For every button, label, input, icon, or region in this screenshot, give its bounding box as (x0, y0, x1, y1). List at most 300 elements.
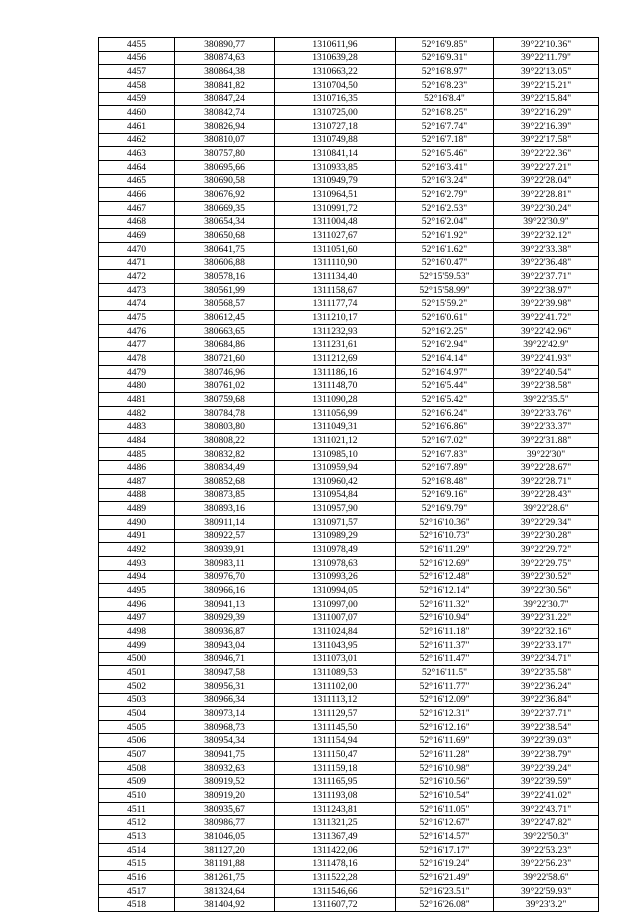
point-number-cell: 4455 (99, 38, 175, 52)
latitude-cell: 52°16'26.08" (396, 898, 494, 912)
latitude-cell: 52°15'58.99" (396, 283, 494, 297)
table-row (99, 625, 599, 639)
longitude-cell: 39°22'39.59" (494, 775, 599, 789)
table-row (99, 871, 599, 885)
latitude-cell: 52°16'7.02" (396, 434, 494, 448)
table-row (99, 515, 599, 529)
y-coordinate-cell: 1311210,17 (275, 311, 396, 325)
table-row (99, 570, 599, 584)
y-coordinate-cell: 1310991,72 (275, 201, 396, 215)
table-row (99, 502, 599, 516)
y-coordinate-cell: 1311056,99 (275, 406, 396, 420)
x-coordinate-cell: 381261,75 (175, 871, 275, 885)
longitude-cell: 39°22'28.04" (494, 174, 599, 188)
point-number-cell: 4464 (99, 160, 175, 174)
x-coordinate-cell: 380847,24 (175, 92, 275, 106)
point-number-cell: 4495 (99, 584, 175, 598)
longitude-cell: 39°22'29.34" (494, 515, 599, 529)
y-coordinate-cell: 1310978,63 (275, 556, 396, 570)
longitude-cell: 39°22'33.76" (494, 406, 599, 420)
longitude-cell: 39°22'37.71" (494, 270, 599, 284)
longitude-cell: 39°23'3.2" (494, 898, 599, 912)
point-number-cell: 4461 (99, 119, 175, 133)
longitude-cell: 39°22'33.38" (494, 242, 599, 256)
longitude-cell: 39°22'30.9" (494, 215, 599, 229)
point-number-cell: 4485 (99, 447, 175, 461)
longitude-cell: 39°22'59.93" (494, 884, 599, 898)
x-coordinate-cell: 380911,14 (175, 515, 275, 529)
longitude-cell: 39°22'41.72" (494, 311, 599, 325)
table-row (99, 802, 599, 816)
x-coordinate-cell: 380968,73 (175, 720, 275, 734)
x-coordinate-cell: 380966,34 (175, 693, 275, 707)
x-coordinate-cell: 380890,77 (175, 38, 275, 52)
point-number-cell: 4512 (99, 816, 175, 830)
table-row (99, 420, 599, 434)
x-coordinate-cell: 380841,82 (175, 78, 275, 92)
table-row (99, 857, 599, 871)
table-row (99, 843, 599, 857)
y-coordinate-cell: 1311367,49 (275, 830, 396, 844)
x-coordinate-cell: 380568,57 (175, 297, 275, 311)
latitude-cell: 52°16'3.41" (396, 160, 494, 174)
latitude-cell: 52°16'12.69" (396, 556, 494, 570)
x-coordinate-cell: 381046,05 (175, 830, 275, 844)
point-number-cell: 4501 (99, 666, 175, 680)
y-coordinate-cell: 1311165,95 (275, 775, 396, 789)
latitude-cell: 52°16'10.94" (396, 611, 494, 625)
table-row (99, 611, 599, 625)
latitude-cell: 52°16'4.97" (396, 365, 494, 379)
longitude-cell: 39°22'40.54" (494, 365, 599, 379)
longitude-cell: 39°22'17.58" (494, 133, 599, 147)
point-number-cell: 4478 (99, 352, 175, 366)
x-coordinate-cell: 380922,57 (175, 529, 275, 543)
x-coordinate-cell: 380695,66 (175, 160, 275, 174)
longitude-cell: 39°22'31.22" (494, 611, 599, 625)
point-number-cell: 4486 (99, 461, 175, 475)
point-number-cell: 4516 (99, 871, 175, 885)
x-coordinate-cell: 380612,45 (175, 311, 275, 325)
table-row (99, 352, 599, 366)
x-coordinate-cell: 380654,34 (175, 215, 275, 229)
y-coordinate-cell: 1310978,49 (275, 543, 396, 557)
latitude-cell: 52°16'11.18" (396, 625, 494, 639)
y-coordinate-cell: 1310725,00 (275, 106, 396, 120)
x-coordinate-cell: 380690,58 (175, 174, 275, 188)
x-coordinate-cell: 380784,78 (175, 406, 275, 420)
x-coordinate-cell: 380873,85 (175, 488, 275, 502)
table-row (99, 556, 599, 570)
x-coordinate-cell: 380676,92 (175, 188, 275, 202)
table-row (99, 270, 599, 284)
latitude-cell: 52°16'10.56" (396, 775, 494, 789)
latitude-cell: 52°16'11.69" (396, 734, 494, 748)
point-number-cell: 4489 (99, 502, 175, 516)
latitude-cell: 52°16'7.18" (396, 133, 494, 147)
latitude-cell: 52°16'11.5" (396, 666, 494, 680)
point-number-cell: 4504 (99, 707, 175, 721)
latitude-cell: 52°16'9.79" (396, 502, 494, 516)
table-row (99, 133, 599, 147)
longitude-cell: 39°22'28.6" (494, 502, 599, 516)
longitude-cell: 39°22'43.71" (494, 802, 599, 816)
longitude-cell: 39°22'41.93" (494, 352, 599, 366)
longitude-cell: 39°22'36.48" (494, 256, 599, 270)
y-coordinate-cell: 1310993,26 (275, 570, 396, 584)
latitude-cell: 52°16'9.85" (396, 38, 494, 52)
table-row (99, 324, 599, 338)
longitude-cell: 39°22'16.29" (494, 106, 599, 120)
coordinates-table-body (99, 38, 599, 912)
x-coordinate-cell: 380721,60 (175, 352, 275, 366)
table-row (99, 748, 599, 762)
longitude-cell: 39°22'35.5" (494, 393, 599, 407)
x-coordinate-cell: 380842,74 (175, 106, 275, 120)
y-coordinate-cell: 1311148,70 (275, 379, 396, 393)
x-coordinate-cell: 380919,20 (175, 789, 275, 803)
x-coordinate-cell: 381191,88 (175, 857, 275, 871)
y-coordinate-cell: 1310749,88 (275, 133, 396, 147)
table-row (99, 652, 599, 666)
y-coordinate-cell: 1311007,07 (275, 611, 396, 625)
longitude-cell: 39°22'32.12" (494, 229, 599, 243)
point-number-cell: 4515 (99, 857, 175, 871)
x-coordinate-cell: 380947,58 (175, 666, 275, 680)
y-coordinate-cell: 1311113,12 (275, 693, 396, 707)
longitude-cell: 39°22'34.71" (494, 652, 599, 666)
longitude-cell: 39°22'32.16" (494, 625, 599, 639)
latitude-cell: 52°16'11.29" (396, 543, 494, 557)
point-number-cell: 4481 (99, 393, 175, 407)
longitude-cell: 39°22'39.98" (494, 297, 599, 311)
latitude-cell: 52°16'0.47" (396, 256, 494, 270)
table-row (99, 65, 599, 79)
point-number-cell: 4488 (99, 488, 175, 502)
point-number-cell: 4513 (99, 830, 175, 844)
x-coordinate-cell: 380939,91 (175, 543, 275, 557)
x-coordinate-cell: 380561,99 (175, 283, 275, 297)
y-coordinate-cell: 1310727,18 (275, 119, 396, 133)
table-row (99, 761, 599, 775)
point-number-cell: 4457 (99, 65, 175, 79)
x-coordinate-cell: 380826,94 (175, 119, 275, 133)
x-coordinate-cell: 380976,70 (175, 570, 275, 584)
point-number-cell: 4458 (99, 78, 175, 92)
longitude-cell: 39°22'31.88" (494, 434, 599, 448)
x-coordinate-cell: 380746,96 (175, 365, 275, 379)
point-number-cell: 4476 (99, 324, 175, 338)
point-number-cell: 4466 (99, 188, 175, 202)
y-coordinate-cell: 1310964,51 (275, 188, 396, 202)
x-coordinate-cell: 380759,68 (175, 393, 275, 407)
table-row (99, 229, 599, 243)
latitude-cell: 52°16'7.83" (396, 447, 494, 461)
x-coordinate-cell: 380932,63 (175, 761, 275, 775)
table-row (99, 78, 599, 92)
y-coordinate-cell: 1311158,67 (275, 283, 396, 297)
longitude-cell: 39°22'33.37" (494, 420, 599, 434)
table-row (99, 447, 599, 461)
longitude-cell: 39°22'47.82" (494, 816, 599, 830)
latitude-cell: 52°16'10.36" (396, 515, 494, 529)
longitude-cell: 39°22'38.79" (494, 748, 599, 762)
latitude-cell: 52°16'8.25" (396, 106, 494, 120)
x-coordinate-cell: 380578,16 (175, 270, 275, 284)
longitude-cell: 39°22'58.6" (494, 871, 599, 885)
x-coordinate-cell: 380973,14 (175, 707, 275, 721)
point-number-cell: 4496 (99, 597, 175, 611)
longitude-cell: 39°22'42.9" (494, 338, 599, 352)
y-coordinate-cell: 1311027,67 (275, 229, 396, 243)
point-number-cell: 4499 (99, 638, 175, 652)
y-coordinate-cell: 1310994,05 (275, 584, 396, 598)
x-coordinate-cell: 380834,49 (175, 461, 275, 475)
table-row (99, 201, 599, 215)
y-coordinate-cell: 1311193,08 (275, 789, 396, 803)
latitude-cell: 52°16'12.09" (396, 693, 494, 707)
y-coordinate-cell: 1310989,29 (275, 529, 396, 543)
point-number-cell: 4517 (99, 884, 175, 898)
table-row (99, 119, 599, 133)
table-row (99, 215, 599, 229)
x-coordinate-cell: 380864,38 (175, 65, 275, 79)
point-number-cell: 4500 (99, 652, 175, 666)
table-row (99, 393, 599, 407)
x-coordinate-cell: 380935,67 (175, 802, 275, 816)
latitude-cell: 52°16'11.37" (396, 638, 494, 652)
y-coordinate-cell: 1310971,57 (275, 515, 396, 529)
x-coordinate-cell: 380986,77 (175, 816, 275, 830)
x-coordinate-cell: 380757,80 (175, 147, 275, 161)
longitude-cell: 39°22'27.21" (494, 160, 599, 174)
point-number-cell: 4491 (99, 529, 175, 543)
latitude-cell: 52°16'8.97" (396, 65, 494, 79)
longitude-cell: 39°22'41.02" (494, 789, 599, 803)
table-row (99, 775, 599, 789)
point-number-cell: 4470 (99, 242, 175, 256)
point-number-cell: 4475 (99, 311, 175, 325)
point-number-cell: 4465 (99, 174, 175, 188)
x-coordinate-cell: 380832,82 (175, 447, 275, 461)
latitude-cell: 52°16'2.04" (396, 215, 494, 229)
table-row (99, 297, 599, 311)
y-coordinate-cell: 1311232,93 (275, 324, 396, 338)
latitude-cell: 52°16'1.62" (396, 242, 494, 256)
y-coordinate-cell: 1311004,48 (275, 215, 396, 229)
latitude-cell: 52°16'5.42" (396, 393, 494, 407)
table-row (99, 338, 599, 352)
point-number-cell: 4490 (99, 515, 175, 529)
table-row (99, 434, 599, 448)
y-coordinate-cell: 1310949,79 (275, 174, 396, 188)
longitude-cell: 39°22'29.75" (494, 556, 599, 570)
point-number-cell: 4460 (99, 106, 175, 120)
x-coordinate-cell: 380946,71 (175, 652, 275, 666)
y-coordinate-cell: 1311090,28 (275, 393, 396, 407)
longitude-cell: 39°22'30" (494, 447, 599, 461)
x-coordinate-cell: 380684,86 (175, 338, 275, 352)
latitude-cell: 52°16'2.53" (396, 201, 494, 215)
y-coordinate-cell: 1311159,18 (275, 761, 396, 775)
latitude-cell: 52°16'11.47" (396, 652, 494, 666)
point-number-cell: 4469 (99, 229, 175, 243)
point-number-cell: 4456 (99, 51, 175, 65)
latitude-cell: 52°16'7.89" (396, 461, 494, 475)
latitude-cell: 52°16'3.24" (396, 174, 494, 188)
latitude-cell: 52°16'8.48" (396, 475, 494, 489)
y-coordinate-cell: 1310663,22 (275, 65, 396, 79)
latitude-cell: 52°16'6.24" (396, 406, 494, 420)
latitude-cell: 52°16'7.74" (396, 119, 494, 133)
point-number-cell: 4511 (99, 802, 175, 816)
x-coordinate-cell: 380874,63 (175, 51, 275, 65)
table-row (99, 174, 599, 188)
point-number-cell: 4462 (99, 133, 175, 147)
point-number-cell: 4510 (99, 789, 175, 803)
table-row (99, 720, 599, 734)
y-coordinate-cell: 1311089,53 (275, 666, 396, 680)
latitude-cell: 52°16'5.46" (396, 147, 494, 161)
y-coordinate-cell: 1311051,60 (275, 242, 396, 256)
x-coordinate-cell: 380810,07 (175, 133, 275, 147)
y-coordinate-cell: 1310841,14 (275, 147, 396, 161)
latitude-cell: 52°16'11.32" (396, 597, 494, 611)
x-coordinate-cell: 381404,92 (175, 898, 275, 912)
table-row (99, 160, 599, 174)
longitude-cell: 39°22'38.97" (494, 283, 599, 297)
y-coordinate-cell: 1311478,16 (275, 857, 396, 871)
table-row (99, 311, 599, 325)
table-row (99, 693, 599, 707)
coordinates-table (98, 37, 599, 912)
y-coordinate-cell: 1310933,85 (275, 160, 396, 174)
table-row (99, 365, 599, 379)
y-coordinate-cell: 1311145,50 (275, 720, 396, 734)
table-row (99, 147, 599, 161)
x-coordinate-cell: 380893,16 (175, 502, 275, 516)
y-coordinate-cell: 1311186,16 (275, 365, 396, 379)
longitude-cell: 39°22'38.54" (494, 720, 599, 734)
y-coordinate-cell: 1310959,94 (275, 461, 396, 475)
point-number-cell: 4507 (99, 748, 175, 762)
point-number-cell: 4477 (99, 338, 175, 352)
latitude-cell: 52°16'12.14" (396, 584, 494, 598)
point-number-cell: 4497 (99, 611, 175, 625)
y-coordinate-cell: 1311073,01 (275, 652, 396, 666)
latitude-cell: 52°16'12.31" (396, 707, 494, 721)
x-coordinate-cell: 381324,64 (175, 884, 275, 898)
latitude-cell: 52°16'2.25" (396, 324, 494, 338)
table-row (99, 461, 599, 475)
longitude-cell: 39°22'42.96" (494, 324, 599, 338)
x-coordinate-cell: 380956,31 (175, 679, 275, 693)
y-coordinate-cell: 1311024,84 (275, 625, 396, 639)
point-number-cell: 4468 (99, 215, 175, 229)
y-coordinate-cell: 1311150,47 (275, 748, 396, 762)
table-row (99, 188, 599, 202)
latitude-cell: 52°16'2.94" (396, 338, 494, 352)
point-number-cell: 4505 (99, 720, 175, 734)
table-row (99, 734, 599, 748)
longitude-cell: 39°22'22.36" (494, 147, 599, 161)
y-coordinate-cell: 1310997,00 (275, 597, 396, 611)
longitude-cell: 39°22'16.39" (494, 119, 599, 133)
latitude-cell: 52°16'8.4" (396, 92, 494, 106)
longitude-cell: 39°22'39.03" (494, 734, 599, 748)
y-coordinate-cell: 1310611,96 (275, 38, 396, 52)
y-coordinate-cell: 1310985,10 (275, 447, 396, 461)
point-number-cell: 4503 (99, 693, 175, 707)
y-coordinate-cell: 1311129,57 (275, 707, 396, 721)
x-coordinate-cell: 380663,65 (175, 324, 275, 338)
point-number-cell: 4467 (99, 201, 175, 215)
latitude-cell: 52°16'11.05" (396, 802, 494, 816)
table-row (99, 256, 599, 270)
table-row (99, 638, 599, 652)
x-coordinate-cell: 380936,87 (175, 625, 275, 639)
longitude-cell: 39°22'29.72" (494, 543, 599, 557)
y-coordinate-cell: 1311134,40 (275, 270, 396, 284)
table-row (99, 51, 599, 65)
table-row (99, 597, 599, 611)
point-number-cell: 4506 (99, 734, 175, 748)
x-coordinate-cell: 380943,04 (175, 638, 275, 652)
point-number-cell: 4480 (99, 379, 175, 393)
table-row (99, 884, 599, 898)
longitude-cell: 39°22'28.81" (494, 188, 599, 202)
y-coordinate-cell: 1310954,84 (275, 488, 396, 502)
y-coordinate-cell: 1311243,81 (275, 802, 396, 816)
longitude-cell: 39°22'30.28" (494, 529, 599, 543)
longitude-cell: 39°22'30.7" (494, 597, 599, 611)
table-row (99, 679, 599, 693)
point-number-cell: 4502 (99, 679, 175, 693)
y-coordinate-cell: 1311043,95 (275, 638, 396, 652)
y-coordinate-cell: 1311231,61 (275, 338, 396, 352)
longitude-cell: 39°22'33.17" (494, 638, 599, 652)
longitude-cell: 39°22'53.23" (494, 843, 599, 857)
table-row (99, 379, 599, 393)
y-coordinate-cell: 1310716,35 (275, 92, 396, 106)
longitude-cell: 39°22'30.24" (494, 201, 599, 215)
longitude-cell: 39°22'28.43" (494, 488, 599, 502)
latitude-cell: 52°16'19.24" (396, 857, 494, 871)
x-coordinate-cell: 380803,80 (175, 420, 275, 434)
longitude-cell: 39°22'10.36" (494, 38, 599, 52)
x-coordinate-cell: 380808,22 (175, 434, 275, 448)
x-coordinate-cell: 380919,52 (175, 775, 275, 789)
table-row (99, 406, 599, 420)
latitude-cell: 52°16'12.67" (396, 816, 494, 830)
longitude-cell: 39°22'11.79" (494, 51, 599, 65)
point-number-cell: 4498 (99, 625, 175, 639)
latitude-cell: 52°16'11.77" (396, 679, 494, 693)
table-row (99, 584, 599, 598)
point-number-cell: 4518 (99, 898, 175, 912)
point-number-cell: 4482 (99, 406, 175, 420)
latitude-cell: 52°16'10.98" (396, 761, 494, 775)
table-row (99, 38, 599, 52)
table-row (99, 666, 599, 680)
table-row (99, 707, 599, 721)
table-row (99, 543, 599, 557)
longitude-cell: 39°22'37.71" (494, 707, 599, 721)
latitude-cell: 52°16'4.14" (396, 352, 494, 366)
x-coordinate-cell: 380852,68 (175, 475, 275, 489)
y-coordinate-cell: 1310639,28 (275, 51, 396, 65)
point-number-cell: 4483 (99, 420, 175, 434)
